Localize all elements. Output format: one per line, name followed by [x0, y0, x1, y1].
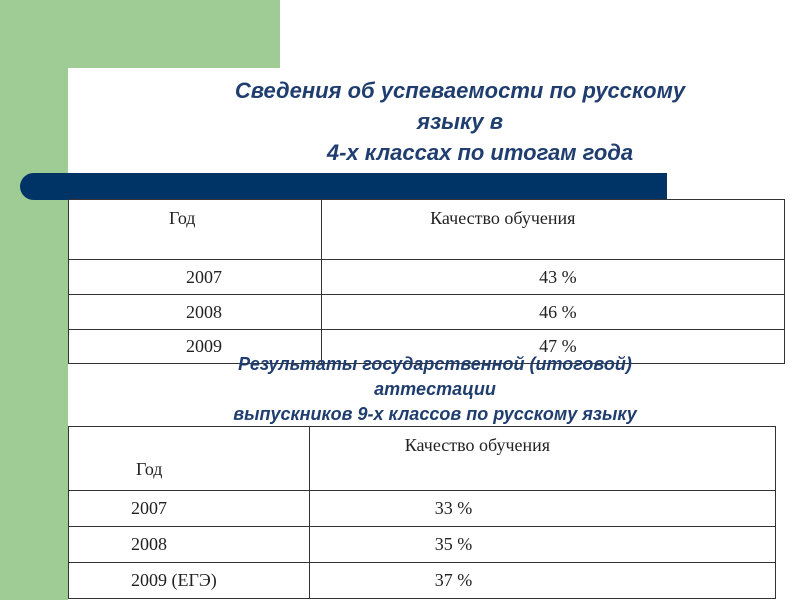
second-title-line1: Результаты государственной (итоговой) [238, 354, 632, 374]
slide-corner [68, 68, 128, 128]
main-title-line3: 4-х классах по итогам года [326, 140, 634, 165]
year-cell: 2009 (ЕГЭ) [69, 563, 310, 599]
grade-4-table [68, 199, 785, 364]
main-title-line2: языку в [416, 109, 504, 134]
quality-cell: 43 % [322, 260, 785, 295]
quality-cell: 37 % [309, 563, 775, 599]
quality-cell: 35 % [309, 527, 775, 563]
header-quality: Качество обучения [322, 200, 785, 260]
header-year: Год [69, 427, 310, 491]
header-year: Год [69, 200, 322, 260]
year-cell: 2007 [69, 491, 310, 527]
header-quality: Качество обучения [309, 427, 775, 491]
second-title [150, 352, 720, 427]
table-header-row [69, 427, 776, 491]
table-row [69, 295, 785, 330]
quality-cell: 46 % [322, 295, 785, 330]
main-title-line1: Сведения об успеваемости по русскому [234, 78, 686, 103]
quality-cell: 47 % [322, 330, 785, 364]
year-cell: 2008 [69, 527, 310, 563]
year-cell: 2009 [69, 330, 322, 364]
year-cell: 2007 [69, 260, 322, 295]
green-border-top [0, 0, 280, 68]
table-row [69, 260, 785, 295]
table-row [69, 527, 776, 563]
table-row [69, 563, 776, 599]
table-row [69, 491, 776, 527]
quality-cell: 33 % [309, 491, 775, 527]
title-divider-bar [20, 173, 667, 200]
table-header-row [69, 200, 785, 260]
main-title [150, 75, 770, 168]
green-border-left [0, 0, 68, 600]
grade-9-table [68, 426, 776, 599]
second-title-line2: аттестации [374, 379, 496, 399]
second-title-line3: выпускников 9-х классов по русскому языку [233, 404, 637, 424]
year-cell: 2008 [69, 295, 322, 330]
